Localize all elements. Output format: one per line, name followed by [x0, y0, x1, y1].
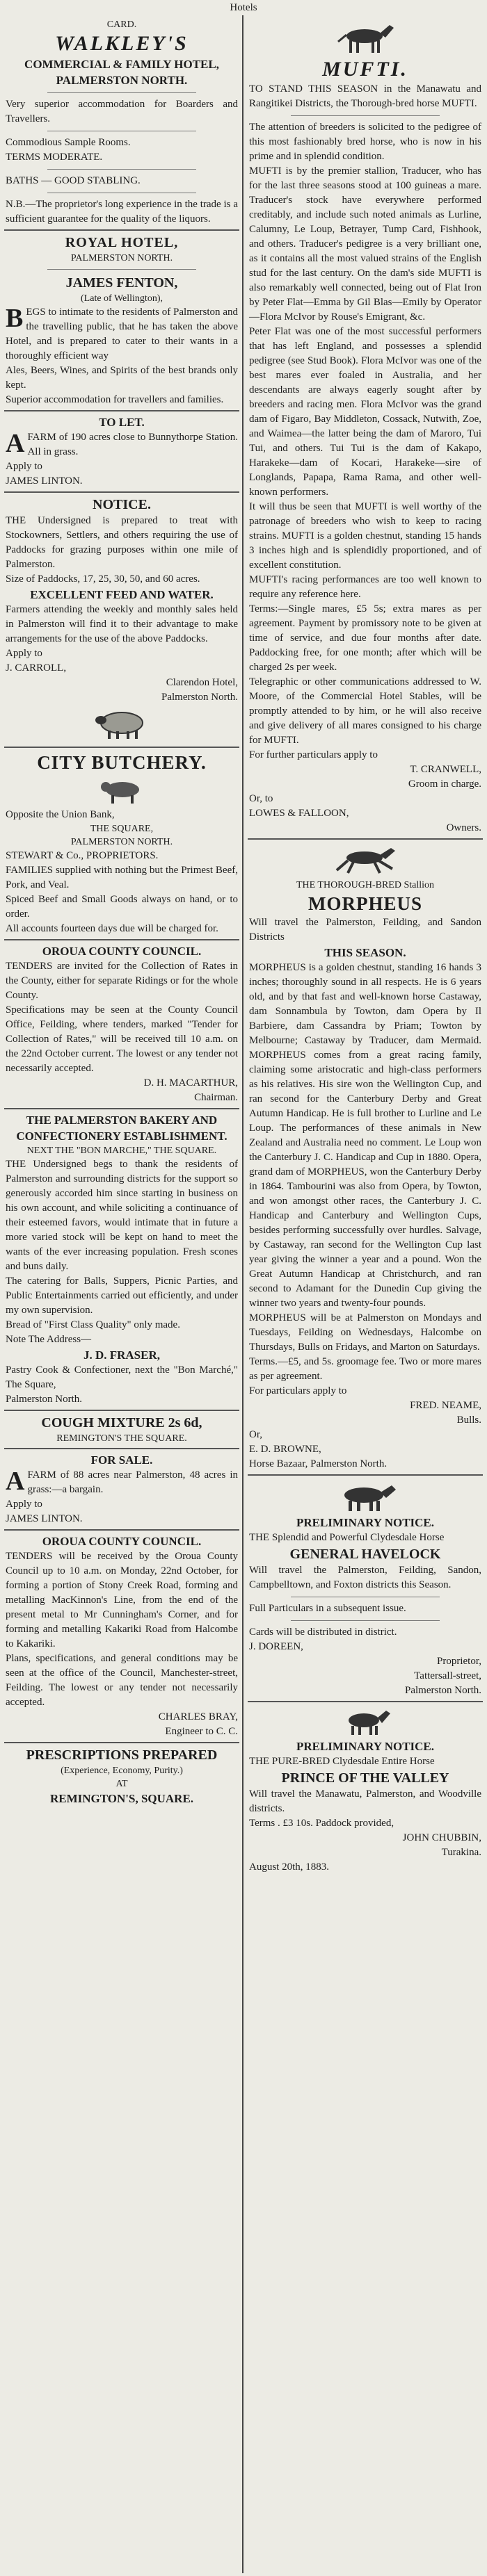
bakery-catering: The catering for Balls, Suppers, Picnic Parties, and Public Entertainments carried out efficiently, and under my own supervision.	[6, 1275, 238, 1316]
contact-name: E. D. BROWNE,	[249, 1444, 321, 1455]
ad-text: AFARM of 190 acres close to Bunnythorpe Station. All in grass.	[6, 429, 238, 458]
ad-text: THE Undersigned is prepared to treat with Stockowners, Settlers, and others requiring the use of Paddocks for grazing purposes within one mile of Palmerston.	[6, 515, 238, 570]
groom-name: T. CRANWELL,	[410, 764, 481, 775]
signatory-role: Engineer to C. C.	[165, 1726, 238, 1737]
proprietor-note: (Late of Wellington),	[81, 293, 163, 304]
stallion-label: THE THOROUGH-BRED Stallion	[296, 880, 435, 890]
havelock-ad	[248, 1476, 483, 1702]
ad-text: TENDERS are invited for the Collection of Rates in the County, either for separate Ridings or for the whole County.	[6, 961, 238, 1001]
signatory: CHARLES BRAY,	[158, 1711, 238, 1722]
horse-icon	[330, 1481, 400, 1512]
ad-spec: Specifications may be seen at the County Council Office, Feilding, where tenders, marked "Tender for Collection of Rates," will be received till 10 a.m. on the 22nd October current. The lowest or any tender not necessarily accepted.	[6, 1004, 238, 1074]
ad-sub: REMINGTON'S THE SQUARE.	[56, 1433, 187, 1444]
ad-title: OROUA COUNTY COUNCIL.	[42, 1535, 202, 1548]
ad-text: THE Splendid and Powerful Clydesdale Horse	[249, 1532, 445, 1543]
mufti-paragraph: MUFTI's racing performances are too well known to require any reference here.	[249, 574, 481, 600]
horse-name: MUFTI.	[322, 58, 408, 81]
travel-notice: Will travel the Palmerston, Feilding, Sandon, Campbelltown, and Foxton districts this Season.	[249, 1565, 481, 1590]
mufti-paragraph: Peter Flat was one of the most successful performers that has left England, and possesses a splendid pedigree (see Stud Book). Flora McIvor was one of the best mares ever foaled in Australia, and her descendants are always eagerly sought after by breeders and racing men. Flora McIvor was the grand dam of Figaro, Bay Middleton, Cossack, Nutwith, Zoe, and Waimea—the latter being the dam of Maroro, Tui Tui, and others. Tui Tui is the dam of Kakapo, Harakeke—dam of Kocari, Harakeke—sire of Longlands, Papapa, Rama Rama, and other well-known performers.	[249, 326, 481, 498]
hotel-baths: BATHS — GOOD STABLING.	[6, 175, 141, 186]
ad-plans: Plans, specifications, and general conditions may be seen at the office of the Council, Manchester-street, Feilding. The lowest or any tender not necessarily accepted.	[6, 1653, 238, 1708]
ad-title: CITY BUTCHERY.	[37, 752, 207, 773]
apply-label: For further particulars apply to	[249, 749, 378, 760]
left-column	[4, 15, 239, 2568]
butchery-square: THE SQUARE,	[90, 824, 154, 834]
preliminary-label: PRELIMINARY NOTICE.	[296, 1516, 435, 1529]
hotel-name: ROYAL HOTEL,	[65, 235, 179, 250]
cards-notice: Cards will be distributed in district.	[249, 1627, 397, 1638]
hotel-ales: Ales, Beers, Wines, and Spirits of the best brands only kept.	[6, 365, 238, 391]
full-particulars: Full Particulars in a subsequent issue.	[249, 1603, 406, 1614]
ad-at: AT	[115, 1779, 128, 1789]
mufti-terms: Terms:—Single mares, £5 5s; extra mares as per agreement. Payment by promissory note to be given at time of service, and due four months after date. Paddocking free, for one month; after which will be charged 2s per week.	[249, 603, 481, 673]
travel-notice: Will travel the Manawatu, Palmerston, and Woodville districts.	[249, 1788, 481, 1814]
owner-place: Palmerston North.	[405, 1685, 481, 1696]
rule	[47, 92, 196, 93]
rule	[47, 269, 196, 270]
mufti-paragraph: It will thus be seen that MUFTI is well worthy of the patronage of breeders who wish to keep to racing strains. MUFTI is a golden chestnut, standing 15 hands 3 inches high and is splendidly proportioned, and of excellent constitution.	[249, 501, 481, 571]
baker-name: J. D. FRASER,	[83, 1348, 161, 1362]
owner-name: JOHN CHUBBIN,	[402, 1832, 481, 1843]
horse-name: PRINCE OF THE VALLEY	[281, 1770, 449, 1786]
rule	[47, 169, 196, 170]
mufti-ad	[248, 15, 483, 840]
ad-where: REMINGTON'S, SQUARE.	[49, 1792, 194, 1805]
ad-title: NOTICE.	[93, 497, 151, 512]
ad-text: THE Undersigned begs to thank the residents of Palmerston and surrounding districts for the support so generously accorded him since starting in business on his own account, and while soliciting a continuance of their esteemed favors, would intimate that in future a more varied stock will be kept on hand to meet the wants of the ever increasing population. Fresh scones and buns daily.	[6, 1159, 238, 1272]
royal-hotel-ad	[4, 231, 239, 411]
mufti-paragraph: MUFTI is by the premier stallion, Traducer, who has for the last three seasons stood at 100 guineas a mare. Traducer's stock have everywhere performed creditably, and include such noted animals as Lurline, Calumny, Le Loup, Betrayer, Tump Card, Fishhook, and others. Traducer's pedigree is a very brilliant one, as it contains all the most valued strains of the English stud for the last century. On the dam's side MUFTI is also remarkably well connected, being out of Flat Iron by Peter Flat—Emma by Gil Blas—Emily by Operator—Flora McIvor by Rouse's Emigrant, &c.	[249, 165, 481, 323]
ad-text: AFARM of 88 acres near Palmerston, 48 acres in grass:—a bargain.	[6, 1467, 238, 1496]
paddock-notice-ad	[4, 493, 239, 748]
feed-line: EXCELLENT FEED AND WATER.	[30, 588, 214, 601]
hotel-intro: BEGS to intimate to the residents of Palmerston and the travelling public, that he has taken the above Hotel, and is prepared to cater to their wants in a thoroughly efficient way	[6, 304, 238, 361]
proprietor-name: JAMES FENTON,	[65, 275, 178, 291]
owner-role: Proprietor,	[437, 1656, 481, 1667]
farmers-text: Farmers attending the weekly and monthly sales held in Palmerston will find it to their advantage to make arrangements for the use of the above Paddocks.	[6, 604, 238, 644]
butchery-location: Opposite the Union Bank,	[6, 809, 115, 820]
baker-address: Pastry Cook & Confectioner, next the "Bon Marché," The Square,	[6, 1364, 238, 1390]
apply-label: Apply to	[6, 461, 42, 472]
hotel-place: PALMERSTON NORTH.	[56, 74, 188, 87]
signatory: D. H. MACARTHUR,	[143, 1077, 238, 1089]
butchery-spiced: Spiced Beef and Small Goods always on hand, or to order.	[6, 894, 238, 920]
prince-of-valley-ad	[248, 1702, 483, 1877]
card-label: CARD.	[106, 19, 137, 30]
apply-name: JAMES LINTON.	[6, 1513, 83, 1524]
ad-date: August 20th, 1883.	[249, 1861, 330, 1873]
horse-icon	[337, 1708, 393, 1736]
horse-name: MORPHEUS	[308, 893, 422, 914]
contact-name: FRED. NEAME,	[410, 1400, 481, 1411]
hotel-note: N.B.—The proprietor's long experience in the trade is a sufficient guarantee for the quality of the liquors.	[6, 199, 238, 225]
ad-title: PRESCRIPTIONS PREPARED	[26, 1747, 218, 1763]
hotel-name: WALKLEY'S	[55, 32, 189, 55]
prescriptions-ad	[4, 1743, 239, 1809]
rule	[291, 115, 440, 116]
apply-name: JAMES LINTON.	[6, 475, 83, 487]
right-column	[248, 15, 483, 2568]
bakery-next: NEXT THE "BON MARCHE," THE SQUARE.	[26, 1146, 217, 1156]
or-label: Or, to	[249, 793, 273, 804]
signatory-role: Chairman.	[194, 1092, 238, 1103]
bakery-bread: Bread of "First Class Quality" only made.	[6, 1319, 180, 1330]
hotel-superior: Superior accommodation for travellers and families.	[6, 394, 224, 405]
mufti-paragraph: The attention of breeders is solicited to the pedigree of this most fashionably bred horse, who is now in his prime and in splendid condition.	[249, 122, 481, 162]
mufti-telegraphic: Telegraphic or other communications addressed to W. Moore, of the Commercial Hotel Stables, will be promptly attended to by him, or he will also receive and give delivery of all mares consigned to his charge for MUFTI.	[249, 676, 481, 746]
horse-icon	[334, 21, 397, 54]
morpheus-paragraph: MORPHEUS is a golden chestnut, standing 16 hands 3 inches; thoroughly sound in all respects. He is 6 years old, and by that fast and well-known horse Castaway, dam Sonnambula by Towton, dam Opera by Il Barbiere, dam Cassandra by Priam; Towton by Melbourne; Castaway by Traducer, dam Mermaid. MORPHEUS comes from a great racing family, claiming some aristocratic and high-class performers as his relatives. His sire won the Wellington Cup, and ran second for the Canterbury Derby and Great Autumn Handicap. He is full brother to Lurline and Le Loup. The performances of these animals in New Zealand and Australia need no comment. Le Loup won the Canterbury J. C. Handicap and Cup in 1880. Opera, grand dam of MORPHEUS, won the Canterbury Derby in 1864. Tambourini was also from Opera, by Towton, and won amongst other races, the Canterbury J. C. Handicap and Canterbury and Wellington Cups, besides performing successfully over hurdles. Salvage, by Castaway, ran second for the Wellington Cup last year giving the winner a year and a pound. Won the Great Autumn Handicap at Christchurch, and ran second to Adamant for the Dunedin Cup giving the winner two years and twenty-four pounds.	[249, 962, 481, 1309]
apply-label: Apply to	[6, 1499, 42, 1510]
section-heading: Hotels	[230, 2, 257, 13]
hotel-sample-rooms: Commodious Sample Rooms.	[6, 137, 131, 148]
butchery-accounts: All accounts fourteen days due will be charged for.	[6, 923, 218, 934]
for-sale-ad	[4, 1449, 239, 1531]
ad-title: COUGH MIXTURE 2s 6d,	[41, 1415, 202, 1430]
owner-place: Turakina.	[441, 1847, 481, 1858]
oroua-council-rates-ad	[4, 940, 239, 1109]
ad-title: FOR SALE.	[90, 1453, 153, 1467]
butchery-proprietors: STEWART & Co., PROPRIETORS.	[6, 850, 159, 861]
apply-name: J. CARROLL,	[6, 662, 67, 674]
column-divider	[242, 15, 244, 2573]
contact-place: Horse Bazaar, Palmerston North.	[249, 1458, 388, 1469]
city-butchery-ad	[4, 748, 239, 940]
apply-label: Apply to	[6, 648, 42, 659]
butchery-families: FAMILIES supplied with nothing but the Primest Beef, Pork, and Veal.	[6, 865, 238, 890]
contact-place: Bulls.	[456, 1415, 481, 1426]
season-label: THIS SEASON.	[324, 946, 406, 959]
butchery-place: PALMERSTON NORTH.	[70, 837, 173, 847]
ad-text: TENDERS will be received by the Oroua County Council up to 10 a.m. on Monday, 22nd October, for forming a portion of Stony Creek Road, forming and metalling MacKinnon's Line, from the end of the present metal to Mr Cunningham's Corner, and for forming and metalling Kakariki Road from Halcombe to Kakariki.	[6, 1551, 238, 1649]
ad-text: THE PURE-BRED Clydesdale Entire Horse	[249, 1756, 435, 1767]
apply-address: Palmerston North.	[161, 692, 238, 703]
ad-title: OROUA COUNTY COUNCIL.	[42, 945, 202, 958]
hotel-place: PALMERSTON NORTH.	[70, 253, 173, 263]
bakery-note: Note The Address—	[6, 1334, 92, 1345]
ad-title: THE PALMERSTON BAKERY AND CONFECTIONERY ESTABLISHMENT.	[16, 1114, 227, 1143]
owner-name: J. DOREEN,	[249, 1641, 303, 1652]
horse-icon	[327, 845, 404, 876]
owners-name: LOWES & FALLOON,	[249, 808, 349, 819]
travel-notice: Will travel the Palmerston, Feilding, and Sandon Districts	[249, 917, 481, 943]
oroua-council-tenders-ad	[4, 1531, 239, 1743]
hotel-terms: TERMS MODERATE.	[6, 152, 103, 163]
ad-sub: (Experience, Economy, Purity.)	[61, 1766, 183, 1776]
owner-stables: Tattersall-street,	[414, 1670, 481, 1681]
bull-icon	[97, 777, 146, 805]
sheep-icon	[90, 708, 153, 741]
apply-address: Clarendon Hotel,	[166, 677, 238, 688]
to-let-ad	[4, 411, 239, 493]
horse-name: GENERAL HAVELOCK	[289, 1547, 441, 1562]
morpheus-ad	[248, 840, 483, 1476]
prince-terms: Terms . £3 10s. Paddock provided,	[249, 1818, 394, 1829]
rule	[291, 1620, 440, 1621]
morpheus-terms: Terms.—£5, and 5s. groomage fee. Two or more mares as per agreement.	[249, 1356, 481, 1382]
cough-mixture-ad	[4, 1411, 239, 1449]
bakery-ad	[4, 1109, 239, 1411]
groom-role: Groom in charge.	[408, 778, 481, 790]
hotel-type: COMMERCIAL & FAMILY HOTEL,	[24, 58, 219, 71]
stand-notice: TO STAND THIS SEASON in the Manawatu and Rangitikei Districts, the Thorough-bred horse MUFTI.	[249, 83, 481, 109]
paddock-sizes: Size of Paddocks, 17, 25, 30, 50, and 60 acres.	[6, 573, 200, 585]
preliminary-label: PRELIMINARY NOTICE.	[296, 1740, 435, 1753]
or-label: Or,	[249, 1429, 262, 1440]
walkley-hotel-ad	[4, 15, 239, 231]
apply-label: For particulars apply to	[249, 1385, 347, 1396]
baker-place: Palmerston North.	[6, 1394, 82, 1405]
morpheus-paragraph: MORPHEUS will be at Palmerston on Mondays and Tuesdays, Feilding on Wednesdays, Halcombe on Thursdays, Bulls on Fridays, and Marton on Saturdays.	[249, 1312, 481, 1353]
owners-role: Owners.	[446, 822, 481, 833]
hotel-accommodation: Very superior accommodation for Boarders and Travellers.	[6, 99, 238, 124]
ad-title: TO LET.	[99, 416, 145, 429]
